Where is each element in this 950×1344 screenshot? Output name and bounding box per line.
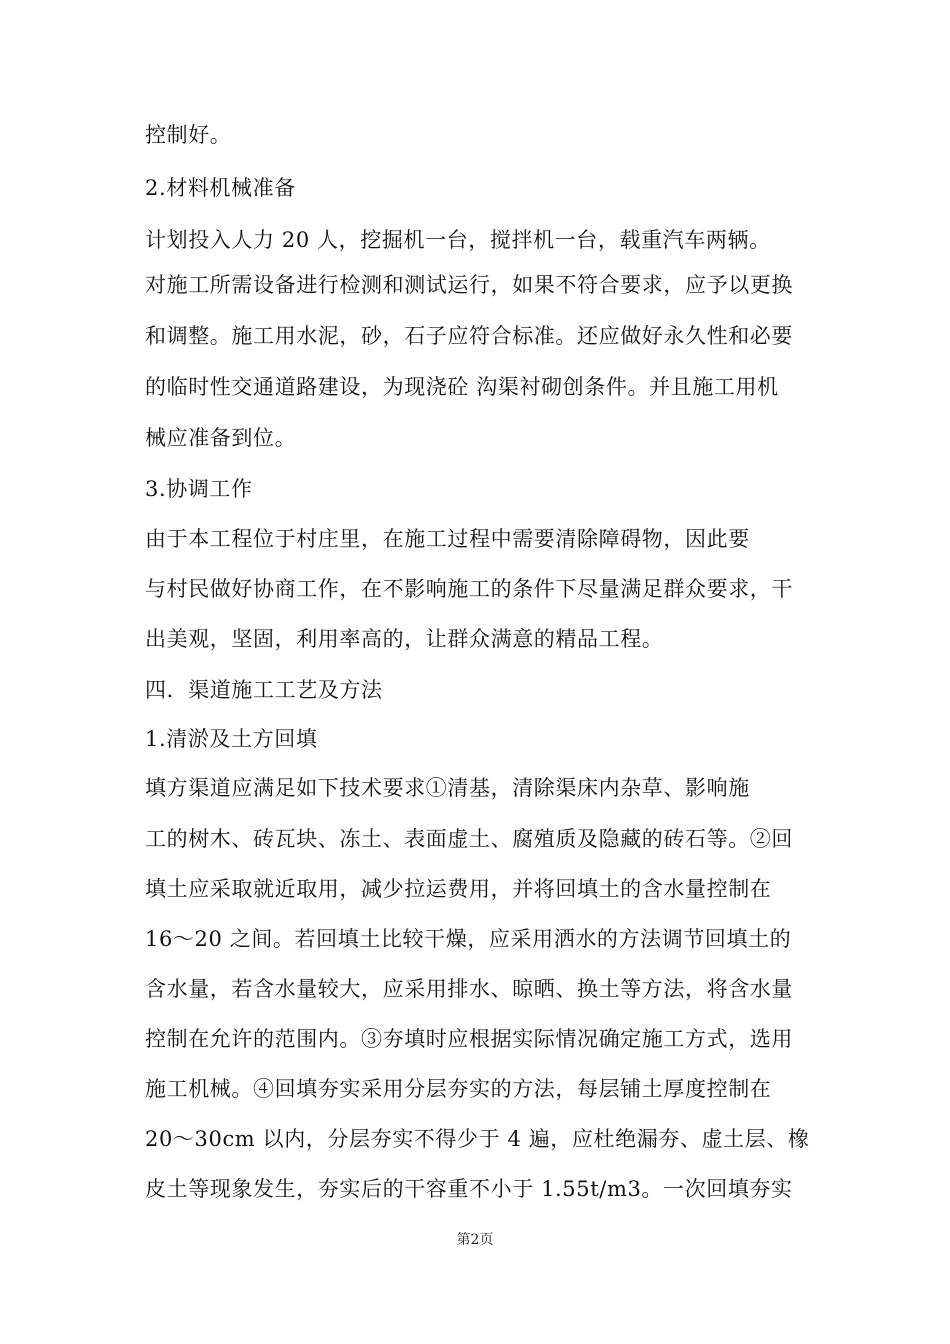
- text-line: 由于本工程位于村庄里，在施工过程中需要清除障碍物，因此要: [145, 527, 750, 551]
- text-line: 填方渠道应满足如下技术要求①清基，清除渠床内杂草、影响施: [145, 776, 750, 800]
- text-line: 计划投入人力 20 人，挖掘机一台，搅拌机一台，载重汽车两辆。: [145, 228, 771, 252]
- text-line: 16～20 之间。若回填土比较干燥，应采用洒水的方法调节回填土的: [145, 927, 792, 951]
- text-line: 皮土等现象发生，夯实后的干容重不小于 1.55t/m3。一次回填夯实: [145, 1177, 793, 1201]
- text-line: 含水量，若含水量较大，应采用排水、晾晒、换土等方法，将含水量: [145, 977, 793, 1001]
- text-line: 填土应采取就近取用，减少拉运费用，并将回填土的含水量控制在: [145, 877, 772, 901]
- section-heading: 3.协调工作: [145, 477, 253, 501]
- text-line: 施工机械。④回填夯实采用分层夯实的方法，每层铺土厚度控制在: [145, 1077, 772, 1101]
- text-line: 对施工所需设备进行检测和测试运行，如果不符合要求，应予以更换: [145, 273, 793, 297]
- text-line: 控制在允许的范围内。③夯填时应根据实际情况确定施工方式，选用: [145, 1027, 793, 1051]
- text-line: 与村民做好协商工作，在不影响施工的条件下尽量满足群众要求，干: [145, 577, 793, 601]
- text-line: 出美观，坚固，利用率高的，让群众满意的精品工程。: [145, 627, 664, 651]
- text-line: 和调整。施工用水泥，砂，石子应符合标准。还应做好永久性和必要: [145, 324, 793, 348]
- section-heading: 2.材料机械准备: [145, 176, 296, 200]
- text-line: 控制好。: [145, 123, 232, 147]
- page-number: 第2页: [456, 1232, 494, 1248]
- text-line: 20～30cm 以内，分层夯实不得少于 4 遍，应杜绝漏夯、虚土层、橡: [145, 1127, 810, 1151]
- text-line: 械应准备到位。: [145, 426, 297, 450]
- section-heading: 1.清淤及土方回填: [145, 727, 318, 751]
- text-line: 工的树木、砖瓦块、冻土、表面虚土、腐殖质及隐藏的砖石等。②回: [145, 827, 793, 851]
- section-heading: 四．渠道施工工艺及方法: [145, 678, 383, 702]
- text-line: 的临时性交通道路建设，为现浇砼 沟渠衬砌创条件。并且施工用机: [145, 375, 779, 399]
